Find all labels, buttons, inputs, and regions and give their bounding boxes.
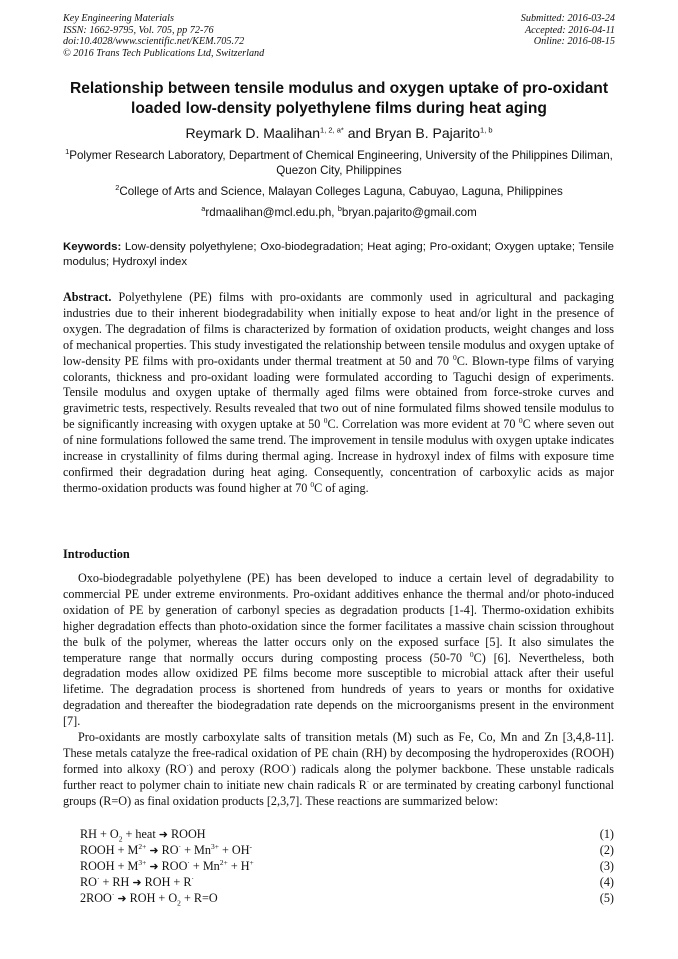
intro-p2-text-a: Pro-oxidants are mostly carboxylate salts of transition metals (M) such as Fe, Co, Mn and Zn [3,4,8-11]. These metals catalyze the free-radical oxidation of PE chain (RH) by decomposing the hydroperoxides (ROOH) formed into alkoxy (RO [63, 730, 614, 776]
equation-number: (1) [599, 827, 614, 841]
intro-paragraph-1 [63, 571, 614, 730]
equation-number: (4) [599, 874, 614, 889]
paper-title: Relationship between tensile modulus and oxygen uptake of pro-oxidant loaded low-density polyethylene films during heat aging [69, 80, 609, 117]
dates-header [521, 13, 615, 48]
author-list [60, 124, 618, 142]
doi: doi:10.4028/www.scientific.net/KEM.705.72 [63, 36, 245, 48]
email-b: bryan.pajarito@gmail.com [341, 206, 477, 219]
degree-mark: 0 [518, 416, 523, 426]
journal-header [63, 13, 264, 59]
abstract-text-2: C. Blown-type films of varying colorants, thickness and pro-oxidant loading were formulated according to Taguchi design of experiments. Tensile modulus and oxygen uptake of thermally aged films were obtained from force-stroke curves and gravimetric tests, respectively. Results revealed that two out of nine formulated films showed tensile modulus to be significantly increasing with oxygen uptake at 50 [63, 353, 614, 432]
radical-dot: · [289, 760, 292, 770]
abstract-label: Abstract. [63, 290, 112, 304]
copyright: © 2016 Trans Tech Publications Ltd, Switzerland [63, 47, 265, 59]
intro-p2-text-c: ) radicals along the polymer backbone. These unstable radicals further react to polymer chain to initiate new chain radicals R [63, 761, 614, 792]
equation-number: (2) [599, 842, 614, 857]
email-a-mark: a [201, 204, 206, 214]
abstract-text-1: Polyethylene (PE) films with pro-oxidants are commonly used in agricultural and packaging industries due to their inherent biodegradability when initially expose to heat and/or light in the presence of oxygen. The degradation of films is characterized by formation of oxidation products, weight changes and loss of mechanical properties. This study investigated the relationship between tensile modulus and oxygen uptake of low-density PE films with pro-oxidants under thermal treatment at 50 and 70 [63, 290, 614, 368]
affiliation-2 [60, 185, 618, 200]
author-2: Bryan B. Pajarito [374, 125, 481, 141]
email-a: rdmaalihan@mcl.edu.ph, [205, 206, 338, 219]
intro-p2-text-b: ) and peroxy (ROO [188, 761, 290, 776]
intro-p2-text-d: or are terminated by creating carbonyl functional groups (R=O) as final oxidation products [2,3,7]. These reactions are summarized below: [63, 777, 614, 808]
accepted-date: Accepted: 2016-04-11 [524, 24, 615, 36]
introduction-heading: Introduction [63, 547, 130, 561]
abstract-text-5: C of aging. [314, 480, 369, 495]
online-date: Online: 2016-08-15 [533, 36, 615, 48]
journal-name: Key Engineering Materials [63, 13, 174, 24]
radical-dot: · [186, 760, 189, 770]
keywords-label: Keywords: [63, 241, 122, 253]
reaction-equations [80, 827, 614, 906]
keywords-text: Low-density polyethylene; Oxo-biodegradation; Heat aging; Pro-oxidant; Oxygen uptake; Tensile modulus; Hydroxyl index [63, 241, 614, 268]
equation-1: RH + $O_2$ + heat ➜ ROOH (1) [80, 827, 614, 844]
degree-mark: 0 [323, 416, 328, 426]
equation-number: (5) [599, 890, 614, 905]
affiliation-2-text: College of Arts and Science, Malayan Colleges Laguna, Cabuyao, Laguna, Philippines [119, 185, 563, 198]
equation-number: (3) [599, 858, 614, 873]
author-conjunction: and [343, 125, 375, 141]
equation-3: ROOH + $M^{3+}$ ➜ $ROO^\cdot + Mn^{2+} + H^+$ (3) [80, 857, 614, 873]
intro-p1-text-a: Oxo-biodegradable polyethylene (PE) has been developed to induce a certain level of degradability to commercial PE under extreme environments. Pro-oxidant additives enhance the thermal and/or photo-induced oxidation of PE by generation of carbonyl species as degradation products [1-4]. Thermo-oxidation exhibits higher degradation effects than photo-oxidation since the former facilitates a massive chain scission throughout the bulk of the polymer, whereas the latter occurs only on the exposed surface [5]. It also simulates the temperature range that normally occurs during composting process (50-70 [63, 571, 614, 665]
degree-mark: 0 [310, 479, 315, 489]
affiliation-2-mark: 2 [115, 183, 120, 193]
equation-2: ROOH + $M^{2+}$ ➜ $RO^\cdot + Mn^{3+} + OH^-$ (2) [80, 841, 614, 857]
author-2-affiliation: 1, b [480, 125, 493, 135]
degree-mark: 0 [469, 649, 474, 659]
email-b-mark: b [337, 204, 342, 214]
equation-5: 2ROO· ➜ ROH + $O_2 + R=O$ (5) [80, 889, 614, 907]
affiliation-1 [60, 149, 618, 178]
submitted-date: Submitted: 2016-03-24 [520, 13, 615, 24]
abstract-text-3: C. Correlation was more evident at 70 [327, 417, 519, 432]
intro-paragraph-2 [63, 730, 614, 810]
author-1-affiliation: 1, 2, a* [320, 125, 344, 135]
degree-mark: 0 [453, 352, 457, 362]
radical-dot: · [366, 776, 370, 786]
keywords [63, 240, 614, 270]
issn: ISSN: 1662-9795, Vol. 705, pp 72-76 [63, 24, 214, 36]
intro-p1-text-b: C) [6]. Nevertheless, both degradation modes allow oxidized PE films become more susceptible to microbial attack after their useful lifetime. The degradation process is shortened from hundreds of years to years or months for oxidative degradation and thereafter the biodegradation rate depends on the microorganisms present in the environment [7]. [63, 650, 614, 729]
affiliation-1-text: Polymer Research Laboratory, Department of Chemical Engineering, University of the Philippines Diliman, Quezon City, Philippines [69, 149, 613, 177]
affiliation-1-mark: 1 [65, 147, 70, 157]
author-emails [60, 206, 618, 221]
equation-4: RO· + RH ➜ ROH + R· (4) [80, 873, 614, 889]
abstract [63, 290, 614, 497]
introduction-body [63, 571, 614, 810]
author-1: Reymark D. Maalihan [185, 125, 321, 141]
abstract-text-4: C where seven out of nine formulations followed the same trend. The improvement in tensile modulus with oxygen uptake indicates increase in crystallinity of films during thermal aging. Increase in hydroxyl index of films with exposure time confirmed their degradation during heat aging. Consequently, concentration of carboxylic acids as major thermo-oxidation products was found higher at 70 [63, 417, 615, 495]
